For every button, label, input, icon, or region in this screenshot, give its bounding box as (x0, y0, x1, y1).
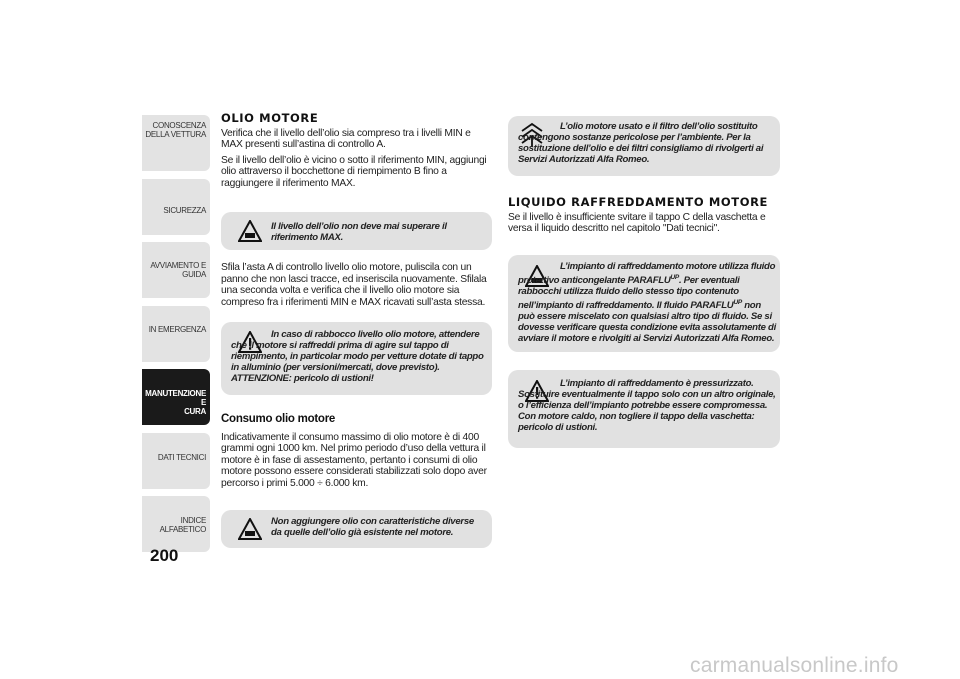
tab-sicurezza[interactable]: SICUREZZA (142, 179, 210, 235)
left-column (221, 113, 493, 194)
paragraph: Se il livello è insufficiente svitare il tappo C della vaschetta e versa il liquido descritto nel capitolo "Dati tecnici". (508, 211, 766, 235)
warning-note-pressurized: L’impianto di raffreddamento è pressurizzato. Sostituire eventualmente il tappo solo con un altro originale, o l’efficienza dell’impianto potrebbe essere compromessa. Con motore caldo, non togliere il tappo della vaschetta: pericolo di ustioni. (508, 370, 780, 448)
section-title-olio: OLIO MOTORE (221, 111, 319, 125)
engine-caution-icon (238, 518, 262, 540)
page-number: 200 (150, 546, 179, 565)
subsection-title-consumo: Consumo olio motore (221, 413, 336, 425)
tab-manutenzione[interactable]: MANUTENZIONE E CURA (142, 369, 210, 425)
paraflu-text: L’impianto di raffreddamento motore utilizza fluido protettivo anticongelante $PARAFLU^{UP}$. Per eventuali rabbocchi utilizza fluido dello stesso tipo contenuto nell’impianto di raffreddamento. Il fluido $PARAFLU^{UP}$ non può essere miscelato con qualsiasi altro tipo di fluido. Se si dovesse verificare questa condizione evita assolutamente di avviare il motore e rivolgiti ai Servizi Autorizzati Alfa Romeo. (518, 261, 776, 345)
tab-avviamento[interactable]: AVVIAMENTO E GUIDA (142, 242, 210, 298)
right-column (508, 197, 780, 239)
tab-indice[interactable]: INDICE ALFABETICO (142, 496, 210, 552)
environment-note: L’olio motore usato e il filtro dell’olio sostituito contengono sostanze pericolose per l’ambiente. Per la sostituzione dell’olio e dei filtri consigliamo di rivolgerti ai Servizi Autorizzati Alfa Romeo. (508, 116, 780, 176)
section-title-liquido: LIQUIDO RAFFREDDAMENTO MOTORE (508, 195, 768, 209)
warning-note-burn: In caso di rabbocco livello olio motore, attendere che il motore si raffreddi prima di agire sul tappo di riempimento, in particolar modo per vetture dotate di tappo in alluminio (per versioni/mercati, dove previsto). ATTENZIONE: pericolo di ustioni! (221, 322, 492, 395)
paragraph: Sfila l’asta A di controllo livello olio motore, puliscila con un panno che non lasci tracce, ed inseriscila nuovamente. Sfilala una seconda volta e verifica che il livello olio motore sia compreso fra i riferimenti MIN e MAX ricavati sull’asta stessa. (221, 262, 487, 308)
watermark: carmanualsonline.info (690, 654, 899, 677)
tab-emergenza[interactable]: IN EMERGENZA (142, 306, 210, 362)
left-column-2 (221, 262, 493, 312)
caution-note-oil-type: Non aggiungere olio con caratteristiche diverse da quelle dell’olio già esistente nel motore. (221, 510, 492, 548)
tab-conoscenza[interactable]: CONOSCENZA DELLA VETTURA (142, 115, 210, 171)
paragraph: Se il livello dell’olio è vicino o sotto il riferimento MIN, aggiungi olio attraverso il bocchettone di riempimento B fino a raggiungere il riferimento MAX. (221, 154, 487, 189)
engine-caution-icon (238, 220, 262, 242)
paragraph: Verifica che il livello dell’olio sia compreso tra i livelli MIN e MAX presenti sull’astina di controllo A. (221, 127, 471, 151)
tab-dati-tecnici[interactable]: DATI TECNICI (142, 433, 210, 489)
paragraph: Indicativamente il consumo massimo di olio motore è di 400 grammi ogni 1000 km. Nel primo periodo d’uso della vettura il motore è in fase di assestamento, pertanto i consumi di olio motore possono essere considerati stabilizzati solo dopo aver percorso i primi 5.000 ÷ 6.000 km. (221, 431, 487, 489)
caution-note-paraflu (508, 255, 780, 352)
left-column-3 (221, 414, 493, 494)
caution-note-max: Il livello dell’olio non deve mai superare il riferimento MAX. (221, 212, 492, 250)
